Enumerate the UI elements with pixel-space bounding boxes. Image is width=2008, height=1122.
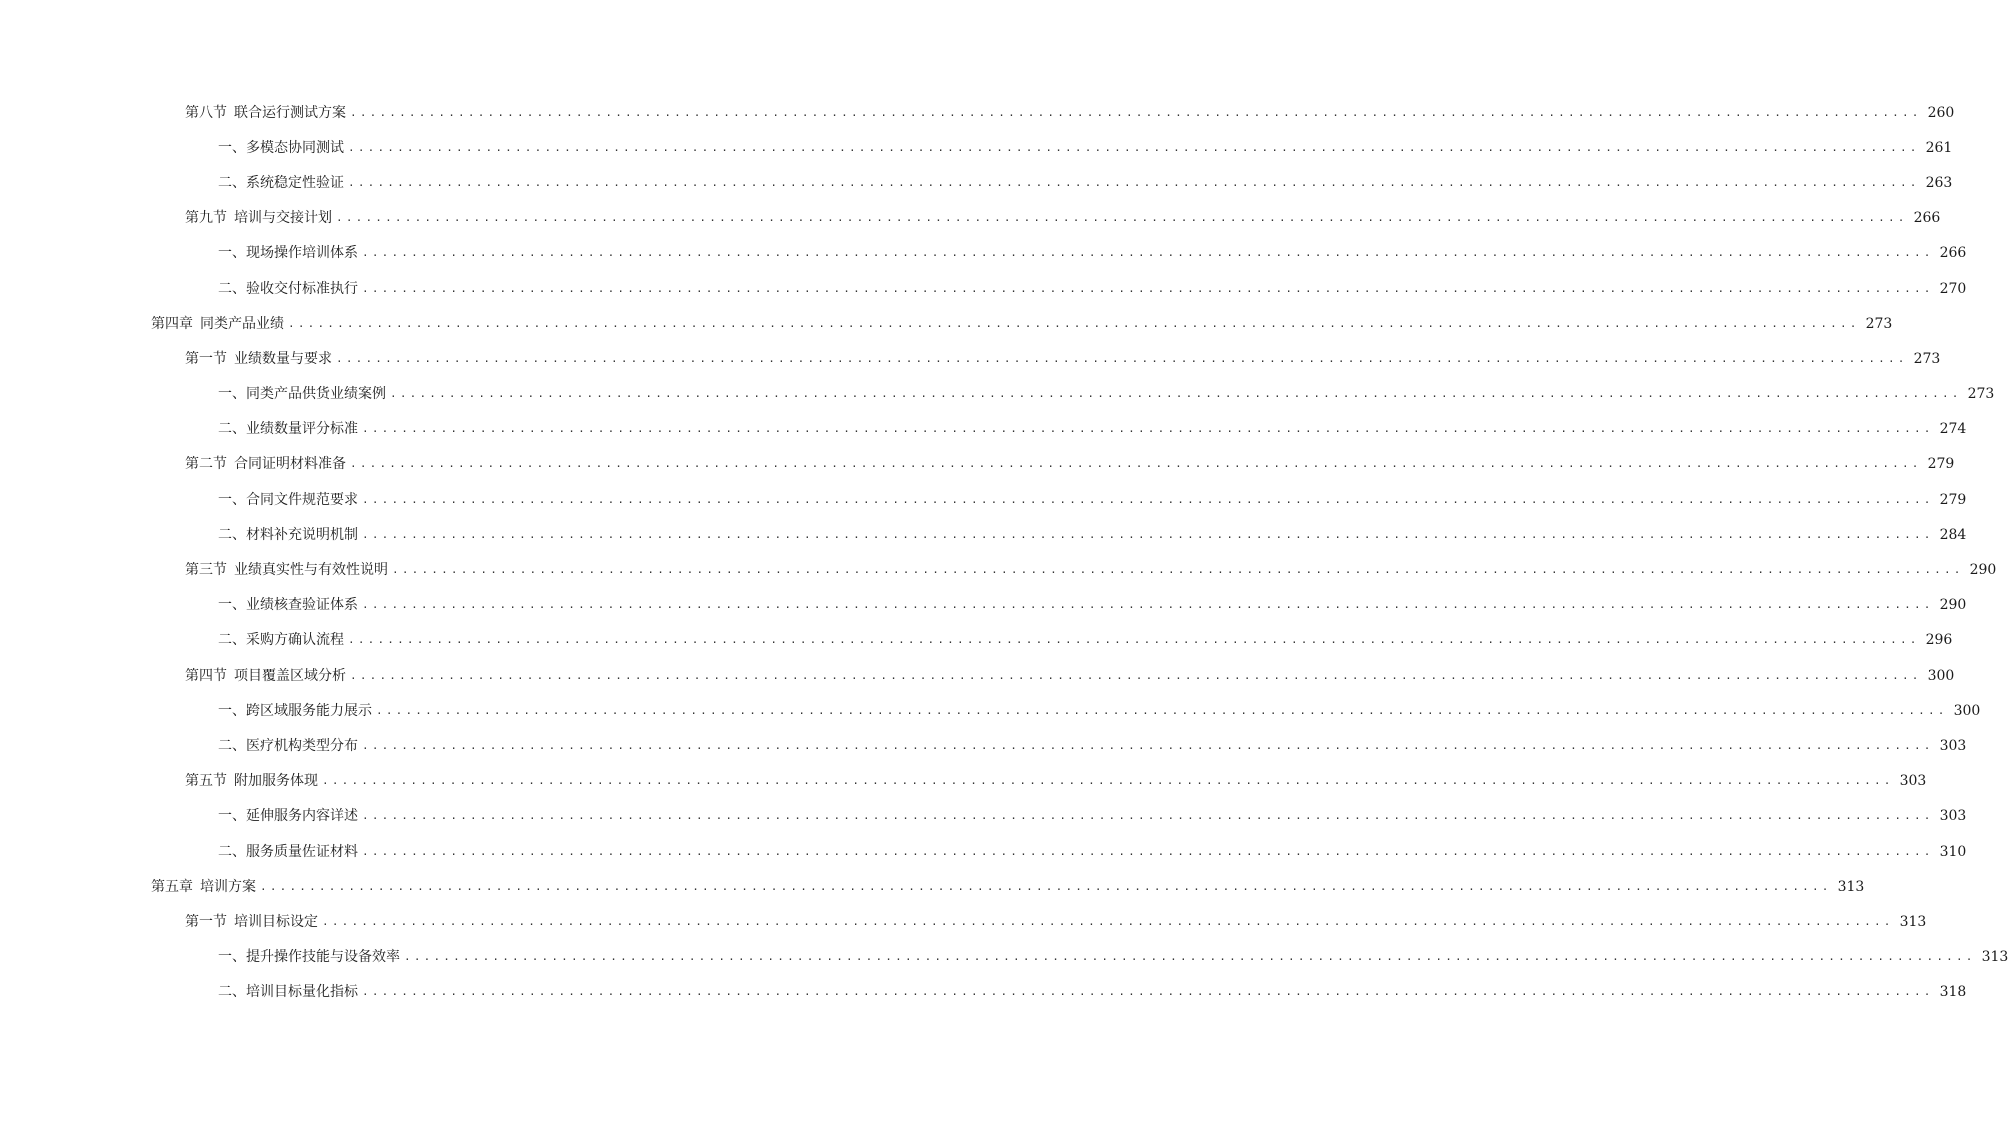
toc-entry-title: 同类产品业绩 xyxy=(200,315,284,332)
toc-subsection-row[interactable] xyxy=(0,412,1967,447)
toc-page-number: 296 xyxy=(1925,632,1953,649)
toc-page-number: 303 xyxy=(1899,773,1927,790)
toc-subsection-row[interactable] xyxy=(0,940,2008,975)
toc-subsection-row[interactable] xyxy=(0,517,1967,552)
toc-page-number: 313 xyxy=(1837,878,1865,895)
toc-entry-title: 培训目标量化指标 xyxy=(246,984,358,1001)
toc-entry-title: 合同文件规范要求 xyxy=(246,491,358,508)
dot-leader: ................................................................................................................................................................ xyxy=(392,563,1964,577)
toc-entry-number: 第九节 xyxy=(185,210,227,227)
dot-leader: ................................................................................................................................................................ xyxy=(350,668,1922,682)
toc-page-number: 266 xyxy=(1913,210,1941,227)
toc-entry-number: 一、 xyxy=(218,245,246,262)
toc-page-number: 284 xyxy=(1939,526,1967,543)
toc-page-number: 300 xyxy=(1953,702,1981,719)
toc-entry-number: 二、 xyxy=(218,280,246,297)
toc-chapter-row[interactable] xyxy=(0,306,1893,341)
toc-subsection-row[interactable] xyxy=(0,799,1967,834)
toc-subsection-row[interactable] xyxy=(0,482,1967,517)
dot-leader: ................................................................................................................................................................ xyxy=(362,527,1934,541)
toc-page-number: 313 xyxy=(1981,949,2008,966)
toc-entry-number: 二、 xyxy=(218,737,246,754)
dot-leader: ................................................................................................................................................................ xyxy=(260,879,1832,893)
toc-entry-number: 一、 xyxy=(218,139,246,156)
toc-entry-title: 医疗机构类型分布 xyxy=(246,737,358,754)
toc-entry-number: 一、 xyxy=(218,386,246,403)
toc-page-number: 310 xyxy=(1939,843,1967,860)
toc-entry-number: 二、 xyxy=(218,632,246,649)
toc-subsection-row[interactable] xyxy=(0,165,1953,200)
toc-page-number: 266 xyxy=(1939,245,1967,262)
toc-subsection-row[interactable] xyxy=(0,975,1967,1010)
dot-leader: ................................................................................................................................................................ xyxy=(322,914,1894,928)
toc-section-row[interactable] xyxy=(0,447,1955,482)
dot-leader: ................................................................................................................................................................ xyxy=(362,281,1934,295)
dot-leader: ................................................................................................................................................................ xyxy=(348,175,1920,189)
toc-entry-title: 培训方案 xyxy=(200,878,256,895)
toc-entry-title: 业绩数量与要求 xyxy=(234,350,332,367)
toc-entry-number: 二、 xyxy=(218,843,246,860)
toc-section-row[interactable] xyxy=(0,201,1941,236)
dot-leader: ................................................................................................................................................................ xyxy=(336,351,1908,365)
toc-entry-number: 第一节 xyxy=(185,913,227,930)
toc-chapter-row[interactable] xyxy=(0,869,1865,904)
toc-subsection-row[interactable] xyxy=(0,130,1953,165)
toc-entry-number: 第四节 xyxy=(185,667,227,684)
toc-subsection-row[interactable] xyxy=(0,271,1967,306)
toc-section-row[interactable] xyxy=(0,552,1997,587)
toc-entry-title: 验收交付标准执行 xyxy=(246,280,358,297)
toc-subsection-row[interactable] xyxy=(0,728,1967,763)
dot-leader: ................................................................................................................................................................ xyxy=(322,774,1894,788)
toc-entry-number: 一、 xyxy=(218,949,246,966)
dot-leader: ................................................................................................................................................................ xyxy=(288,316,1860,330)
toc-subsection-row[interactable] xyxy=(0,623,1953,658)
toc-page-number: 273 xyxy=(1967,386,1995,403)
toc-page-number: 313 xyxy=(1899,913,1927,930)
toc-entry-title: 培训与交接计划 xyxy=(234,210,332,227)
toc-section-row[interactable] xyxy=(0,764,1927,799)
dot-leader: ................................................................................................................................................................ xyxy=(350,457,1922,471)
toc-page-number: 279 xyxy=(1927,456,1955,473)
toc-page-number: 273 xyxy=(1913,350,1941,367)
dot-leader: ................................................................................................................................................................ xyxy=(362,492,1934,506)
toc-page-number: 318 xyxy=(1939,984,1967,1001)
toc-entry-title: 系统稳定性验证 xyxy=(246,174,344,191)
toc-subsection-row[interactable] xyxy=(0,693,1981,728)
dot-leader: ................................................................................................................................................................ xyxy=(390,387,1962,401)
toc-subsection-row[interactable] xyxy=(0,834,1967,869)
dot-leader: ................................................................................................................................................................ xyxy=(362,809,1934,823)
toc-entry-number: 第一节 xyxy=(185,350,227,367)
toc-entry-number: 第五节 xyxy=(185,773,227,790)
toc-page-number: 261 xyxy=(1925,139,1953,156)
toc-entry-title: 材料补充说明机制 xyxy=(246,526,358,543)
toc-entry-title: 现场操作培训体系 xyxy=(246,245,358,262)
toc-entry-number: 一、 xyxy=(218,702,246,719)
toc-section-row[interactable] xyxy=(0,95,1955,130)
toc-entry-number: 二、 xyxy=(218,174,246,191)
toc-page-number: 303 xyxy=(1939,808,1967,825)
toc-subsection-row[interactable] xyxy=(0,236,1967,271)
toc-page-number: 273 xyxy=(1865,315,1893,332)
toc-entry-number: 二、 xyxy=(218,984,246,1001)
dot-leader: ................................................................................................................................................................ xyxy=(348,140,1920,154)
dot-leader: ................................................................................................................................................................ xyxy=(362,422,1934,436)
toc-entry-title: 附加服务体现 xyxy=(234,773,318,790)
toc-entry-number: 第五章 xyxy=(151,878,193,895)
toc-section-row[interactable] xyxy=(0,904,1927,939)
toc-page-number: 270 xyxy=(1939,280,1967,297)
toc-entry-title: 跨区域服务能力展示 xyxy=(246,702,372,719)
dot-leader: ................................................................................................................................................................ xyxy=(336,211,1908,225)
toc-entry-number: 第四章 xyxy=(151,315,193,332)
dot-leader: ................................................................................................................................................................ xyxy=(362,985,1934,999)
toc-section-row[interactable] xyxy=(0,658,1955,693)
toc-entry-title: 提升操作技能与设备效率 xyxy=(246,949,400,966)
toc-entry-number: 第二节 xyxy=(185,456,227,473)
toc-entry-title: 同类产品供货业绩案例 xyxy=(246,386,386,403)
toc-page-number: 274 xyxy=(1939,421,1967,438)
toc-entry-title: 合同证明材料准备 xyxy=(234,456,346,473)
toc-entry-title: 采购方确认流程 xyxy=(246,632,344,649)
dot-leader: ................................................................................................................................................................ xyxy=(362,844,1934,858)
toc-entry-number: 第八节 xyxy=(185,104,227,121)
toc-entry-number: 二、 xyxy=(218,526,246,543)
toc-entry-title: 多模态协同测试 xyxy=(246,139,344,156)
dot-leader: ................................................................................................................................................................ xyxy=(362,738,1934,752)
toc-entry-title: 服务质量佐证材料 xyxy=(246,843,358,860)
toc-page-number: 290 xyxy=(1969,562,1997,579)
toc-page-number: 263 xyxy=(1925,174,1953,191)
toc-entry-number: 一、 xyxy=(218,491,246,508)
dot-leader: ................................................................................................................................................................ xyxy=(362,246,1934,260)
toc-section-row[interactable] xyxy=(0,341,1941,376)
toc-entry-title: 培训目标设定 xyxy=(234,913,318,930)
dot-leader: ................................................................................................................................................................ xyxy=(362,598,1934,612)
toc-subsection-row[interactable] xyxy=(0,588,1967,623)
toc-entry-number: 一、 xyxy=(218,808,246,825)
toc-entry-title: 业绩核查验证体系 xyxy=(246,597,358,614)
toc-entry-number: 二、 xyxy=(218,421,246,438)
toc-entry-number: 一、 xyxy=(218,597,246,614)
toc-entry-title: 业绩数量评分标准 xyxy=(246,421,358,438)
toc-page-number: 279 xyxy=(1939,491,1967,508)
dot-leader: ................................................................................................................................................................ xyxy=(376,703,1948,717)
toc-entry-title: 延伸服务内容详述 xyxy=(246,808,358,825)
toc-page-number: 300 xyxy=(1927,667,1955,684)
toc-entry-title: 联合运行测试方案 xyxy=(234,104,346,121)
table-of-contents xyxy=(0,95,2008,1010)
toc-entry-title: 项目覆盖区域分析 xyxy=(234,667,346,684)
toc-entry-title: 业绩真实性与有效性说明 xyxy=(234,562,388,579)
toc-entry-number: 第三节 xyxy=(185,562,227,579)
dot-leader: ................................................................................................................................................................ xyxy=(350,105,1922,119)
toc-page-number: 303 xyxy=(1939,737,1967,754)
dot-leader: ................................................................................................................................................................ xyxy=(404,950,1976,964)
toc-page-number: 260 xyxy=(1927,104,1955,121)
toc-subsection-row[interactable] xyxy=(0,377,1995,412)
toc-page-number: 290 xyxy=(1939,597,1967,614)
dot-leader: ................................................................................................................................................................ xyxy=(348,633,1920,647)
